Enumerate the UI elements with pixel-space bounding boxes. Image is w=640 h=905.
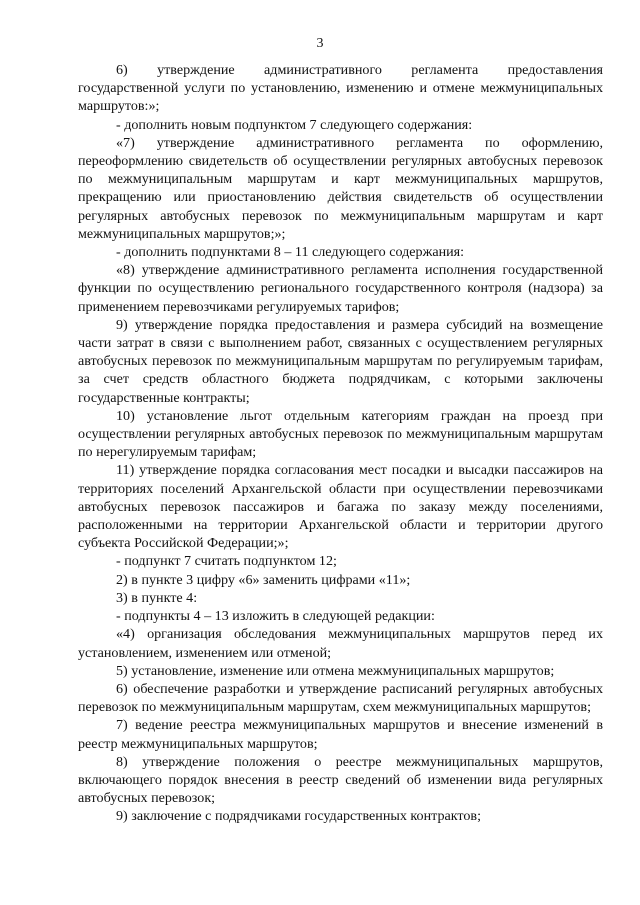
paragraph-renumber-7-12: - подпункт 7 считать подпунктом 12;	[116, 553, 337, 570]
paragraph-4-survey: «4) организация обследования межмуниципальных маршрутов перед их установлением, изменением или отменой;	[78, 626, 603, 661]
paragraph-7-registry: 7) ведение реестра межмуниципальных маршрутов и внесение изменений в реестр межмуниципальных маршрутов;	[78, 717, 603, 752]
paragraph-8-reglament: «8) утверждение административного регламента исполнения государственной функции по осуществлению регионального государственного контроля (надзора) за применением перевозчиками регулируемых тарифов;	[78, 262, 603, 315]
paragraph-9-contracts: 9) заключение с подрядчиками государственных контрактов;	[116, 808, 482, 825]
paragraph-9-subsidies: 9) утверждение порядка предоставления и размера субсидий на возмещение части затрат в связи с выполнением работ, связанных с осуществлением регулярных автобусных перевозок по межмуниципальным маршрутам по регулируемым тарифам, за счет средств областного бюджета подрядчикам, с которыми заключены государственные контракты;	[78, 316, 603, 406]
paragraph-subpoints-4-13: - подпункты 4 – 13 изложить в следующей редакции:	[116, 608, 435, 625]
paragraph-7-reglament: «7) утверждение административного регламента по оформлению, переоформлению свидетельств об осуществлении регулярных автобусных перевозок по межмуниципальным маршрутам и карт межмуниципальных маршрутов, прекращению или приостановлению действия свидетельств об осуществлении регулярных автобусных перевозок по межмуниципальным маршрутам и карт межмуниципальных маршрутов;»;	[78, 134, 603, 242]
paragraph-add-7: - дополнить новым подпунктом 7 следующего содержания:	[116, 116, 473, 133]
paragraph-5-routes: 5) установление, изменение или отмена межмуниципальных маршрутов;	[116, 662, 555, 679]
paragraph-add-8-11: - дополнить подпунктами 8 – 11 следующего содержания:	[116, 244, 465, 261]
paragraph-10-benefits: 10) установление льгот отдельным категориям граждан на проезд при осуществлении регулярных автобусных перевозок по межмуниципальным маршрутам по нерегулируемым тарифам;	[78, 407, 603, 461]
paragraph-11-stops: 11) утверждение порядка согласования мест посадки и высадки пассажиров на территориях поселений Архангельской области при осуществлении перевозчиками автобусных перевозок пассажиров и багажа по заказу между поселениями, расположенными на территории Архангельской области и территории другого субъекта Российской Федерации;»;	[78, 462, 603, 552]
paragraph-6-reglament: 6) утверждение административного регламента предоставления государственной услуги по установлению, изменению и отмене межмуниципальных маршрутов:»;	[78, 62, 603, 115]
document-body	[78, 61, 603, 826]
paragraph-6-schedules: 6) обеспечение разработки и утверждение расписаний регулярных автобусных перевозок по межмуниципальным маршрутам, схем межмуниципальных маршрутов;	[78, 680, 603, 716]
paragraph-2-point-3: 2) в пункте 3 цифру «6» заменить цифрами «11»;	[116, 571, 411, 588]
page-number: 3	[316, 36, 324, 51]
paragraph-3-point-4: 3) в пункте 4:	[116, 589, 198, 606]
paragraph-8-registry-rules: 8) утверждение положения о реестре межмуниципальных маршрутов, включающего порядок внесения в реестр сведений об изменении вида регулярных автобусных перевозок;	[78, 753, 603, 807]
